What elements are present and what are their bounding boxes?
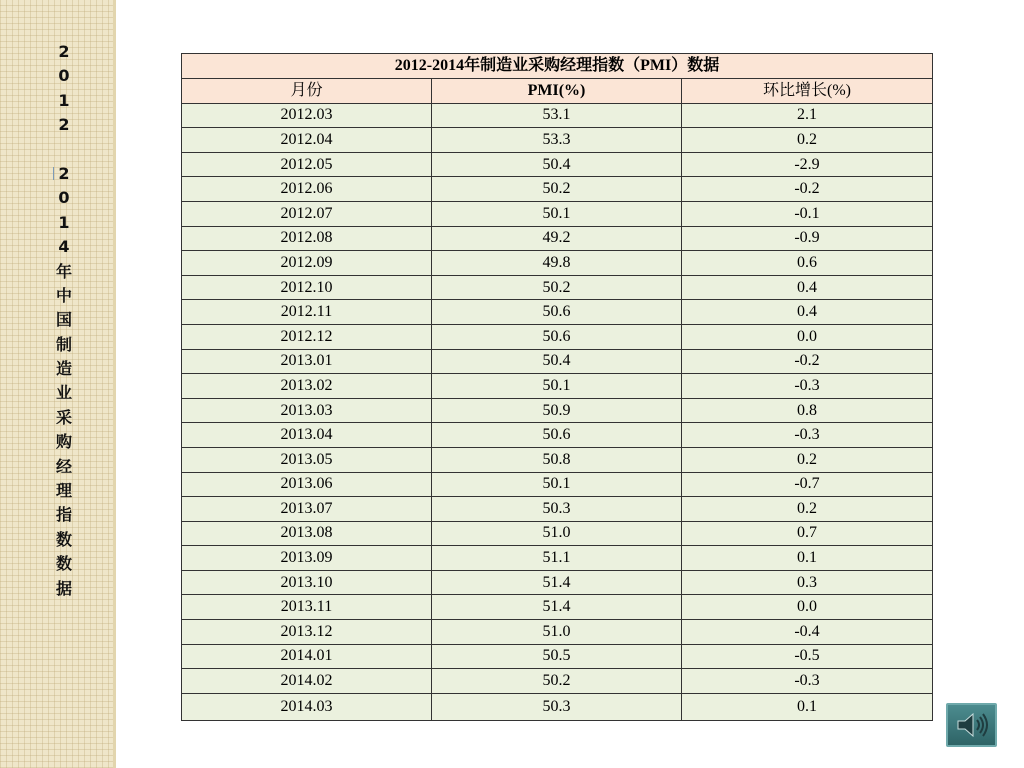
side-title-char: 理 <box>55 481 72 501</box>
speaker-icon <box>954 710 990 740</box>
side-title-char: 指 <box>55 505 72 525</box>
cell-month: 2012.03 <box>182 103 432 128</box>
cell-growth: -0.3 <box>682 423 933 448</box>
cell-pmi: 51.4 <box>432 570 682 595</box>
side-title-char: 0 <box>58 66 70 86</box>
table-header-row <box>182 79 933 104</box>
cell-pmi: 50.6 <box>432 324 682 349</box>
cell-pmi: 50.9 <box>432 398 682 423</box>
cell-month: 2012.04 <box>182 128 432 153</box>
cell-pmi: 50.2 <box>432 177 682 202</box>
cell-pmi: 51.1 <box>432 546 682 571</box>
cell-growth: 0.0 <box>682 595 933 620</box>
side-title-char: 中 <box>55 285 72 305</box>
table-row <box>182 546 933 571</box>
side-title-char: 年 <box>55 261 72 281</box>
cell-growth: -0.3 <box>682 669 933 694</box>
cell-month: 2013.05 <box>182 447 432 472</box>
cell-month: 2012.08 <box>182 226 432 251</box>
cell-month: 2012.07 <box>182 201 432 226</box>
cell-pmi: 53.1 <box>432 103 682 128</box>
cell-pmi: 49.8 <box>432 251 682 276</box>
side-title-char: 国 <box>55 310 72 330</box>
cell-growth: -2.9 <box>682 152 933 177</box>
table-row <box>182 201 933 226</box>
side-title-char: 数 <box>55 554 72 574</box>
cell-pmi: 51.0 <box>432 620 682 645</box>
table-row <box>182 398 933 423</box>
cell-pmi: 49.2 <box>432 226 682 251</box>
column-header-month: 月份 <box>182 79 432 104</box>
cell-month: 2012.05 <box>182 152 432 177</box>
pmi-data-table <box>181 53 933 721</box>
cell-pmi: 50.5 <box>432 644 682 669</box>
cell-growth: 0.8 <box>682 398 933 423</box>
side-title-char: 2 <box>58 42 70 61</box>
cell-growth: 0.1 <box>682 693 933 720</box>
table-row <box>182 251 933 276</box>
cell-growth: 0.2 <box>682 497 933 522</box>
table-row <box>182 423 933 448</box>
side-title-char: 经 <box>55 456 72 476</box>
cell-growth: 0.3 <box>682 570 933 595</box>
column-header-growth: 环比增长(%) <box>682 79 933 104</box>
cell-growth: -0.1 <box>682 201 933 226</box>
cell-growth: 0.1 <box>682 546 933 571</box>
table-row <box>182 693 933 720</box>
table-row <box>182 620 933 645</box>
cell-growth: -0.5 <box>682 644 933 669</box>
table-row <box>182 103 933 128</box>
cell-month: 2013.07 <box>182 497 432 522</box>
cell-month: 2012.10 <box>182 275 432 300</box>
cell-pmi: 51.4 <box>432 595 682 620</box>
table-row <box>182 644 933 669</box>
side-title-char: 2 <box>58 163 70 183</box>
cell-month: 2013.10 <box>182 570 432 595</box>
table-row <box>182 128 933 153</box>
side-title-char: 4 <box>58 237 70 257</box>
table-row <box>182 152 933 177</box>
cell-growth: -0.9 <box>682 226 933 251</box>
cell-month: 2012.09 <box>182 251 432 276</box>
cell-growth: 0.2 <box>682 128 933 153</box>
side-title-char: 造 <box>55 359 72 379</box>
table-row <box>182 324 933 349</box>
cell-growth: 2.1 <box>682 103 933 128</box>
table-row <box>182 447 933 472</box>
table-row <box>182 275 933 300</box>
cell-month: 2013.01 <box>182 349 432 374</box>
cell-month: 2014.01 <box>182 644 432 669</box>
side-title-char: 制 <box>55 334 72 354</box>
side-title-char: 业 <box>55 383 72 403</box>
cell-month: 2012.12 <box>182 324 432 349</box>
cell-pmi: 50.2 <box>432 669 682 694</box>
cell-growth: 0.6 <box>682 251 933 276</box>
table-row <box>182 349 933 374</box>
cell-pmi: 50.2 <box>432 275 682 300</box>
cell-growth: -0.3 <box>682 374 933 399</box>
cell-month: 2012.11 <box>182 300 432 325</box>
cell-pmi: 50.6 <box>432 300 682 325</box>
table-row <box>182 177 933 202</box>
cell-growth: -0.4 <box>682 620 933 645</box>
cell-month: 2013.08 <box>182 521 432 546</box>
table-row <box>182 374 933 399</box>
table-body <box>182 103 933 720</box>
table-title: 2012-2014年制造业采购经理指数（PMI）数据 <box>182 54 933 79</box>
vertical-side-title <box>44 40 84 601</box>
side-title-char: 采 <box>55 407 72 427</box>
cell-pmi: 50.3 <box>432 497 682 522</box>
cell-pmi: 50.1 <box>432 201 682 226</box>
cell-growth: 0.7 <box>682 521 933 546</box>
cell-growth: -0.2 <box>682 349 933 374</box>
side-title-char: 0 <box>58 188 70 208</box>
cell-growth: 0.0 <box>682 324 933 349</box>
cell-growth: -0.2 <box>682 177 933 202</box>
cell-pmi: 50.4 <box>432 152 682 177</box>
cell-month: 2013.11 <box>182 595 432 620</box>
table-title-row <box>182 54 933 79</box>
sound-button[interactable] <box>946 703 997 747</box>
cell-pmi: 50.4 <box>432 349 682 374</box>
cell-month: 2013.09 <box>182 546 432 571</box>
side-strip-edge <box>113 0 116 768</box>
cell-pmi: 50.1 <box>432 472 682 497</box>
cell-month: 2013.06 <box>182 472 432 497</box>
cell-month: 2012.06 <box>182 177 432 202</box>
table-row <box>182 595 933 620</box>
table-row <box>182 570 933 595</box>
cell-growth: -0.7 <box>682 472 933 497</box>
side-title-char: 据 <box>55 578 72 598</box>
cell-pmi: 53.3 <box>432 128 682 153</box>
side-title-char: 1 <box>58 90 70 110</box>
side-title-char: 1 <box>58 212 70 232</box>
side-title-char: 数 <box>55 529 72 549</box>
cell-pmi: 50.6 <box>432 423 682 448</box>
cell-pmi: 51.0 <box>432 521 682 546</box>
cell-month: 2013.12 <box>182 620 432 645</box>
column-header-pmi: PMI(%) <box>432 79 682 104</box>
cell-month: 2013.02 <box>182 374 432 399</box>
cell-month: 2013.04 <box>182 423 432 448</box>
table-row <box>182 669 933 694</box>
table-row <box>182 226 933 251</box>
cell-pmi: 50.1 <box>432 374 682 399</box>
table-row <box>182 497 933 522</box>
cell-growth: 0.2 <box>682 447 933 472</box>
table-row <box>182 521 933 546</box>
cell-month: 2014.03 <box>182 693 432 720</box>
cell-month: 2014.02 <box>182 669 432 694</box>
cell-growth: 0.4 <box>682 275 933 300</box>
cell-growth: 0.4 <box>682 300 933 325</box>
table-row <box>182 300 933 325</box>
cell-month: 2013.03 <box>182 398 432 423</box>
cell-pmi: 50.3 <box>432 693 682 720</box>
side-title-char: 2 <box>58 115 70 135</box>
cell-pmi: 50.8 <box>432 447 682 472</box>
side-title-char: 购 <box>55 432 72 452</box>
table-row <box>182 472 933 497</box>
